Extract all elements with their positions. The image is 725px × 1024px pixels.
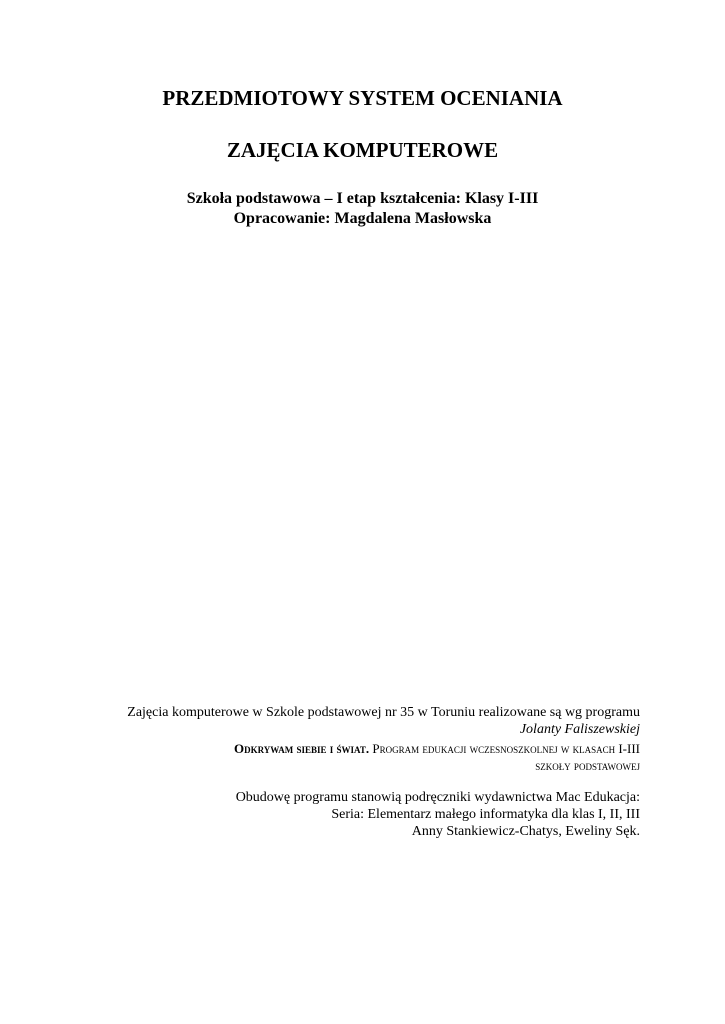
program-title-rest: Program edukacji wczesnoszkolnej w klasach I-III bbox=[369, 741, 640, 756]
program-title bbox=[234, 740, 640, 757]
school-level-line: Szkoła podstawowa – I etap kształcenia: Klasy I-III bbox=[186, 190, 539, 207]
program-title-bold: Odkrywam siebie i świat. bbox=[233, 741, 370, 756]
program-title-line2: szkoły podstawowej bbox=[535, 758, 640, 773]
textbook-line-3: Anny Stankiewicz-Chatys, Eweliny Sęk. bbox=[411, 824, 640, 839]
author-line: Opracowanie: Magdalena Masłowska bbox=[233, 210, 492, 227]
program-intro: Zajęcia komputerowe w Szkole podstawowej nr 35 w Toruniu realizowane są wg programu bbox=[127, 705, 640, 720]
subject-title: ZAJĘCIA KOMPUTEROWE bbox=[226, 138, 499, 162]
program-author: Jolanty Faliszewskiej bbox=[519, 722, 640, 737]
document-title: PRZEDMIOTOWY SYSTEM OCENIANIA bbox=[162, 86, 563, 110]
textbook-line-1: Obudowę programu stanowią podręczniki wydawnictwa Mac Edukacja: bbox=[235, 790, 640, 805]
textbook-line-2: Seria: Elementarz małego informatyka dla klas I, II, III bbox=[331, 807, 640, 822]
